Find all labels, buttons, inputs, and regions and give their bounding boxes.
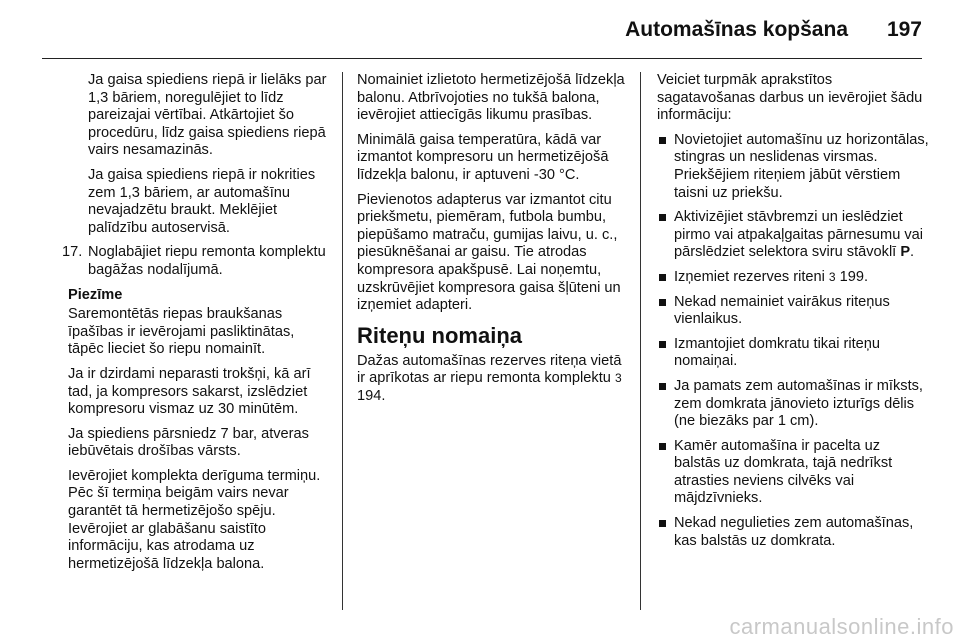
bullet-square-icon — [659, 274, 666, 281]
section-heading: Riteņu nomaiņa — [357, 322, 523, 348]
note-paragraph: Ja ir dzirdami neparasti trokšņi, kā arī tad, ja kompresors sakarst, izslēdziet kompresoru vismaz uz 30 minūtēm. — [68, 365, 311, 418]
column-right — [657, 72, 929, 557]
page-number: 197 — [886, 18, 922, 41]
note-paragraph: Saremontētās riepas braukšanas īpašības ir ievērojami pasliktinātas, tāpēc lieciet šo riepu nomainīt. — [68, 306, 295, 358]
page-header — [0, 0, 960, 60]
list-item-text: Novietojiet automašīnu uz horizontālas, stingras un neslidenas virsmas. Priekšējiem riteņiem jābūt vērstiem taisni uz priekšu. — [674, 131, 929, 201]
list-item-text: Izņemiet rezerves riteni — [674, 268, 825, 285]
paragraph — [357, 353, 625, 406]
paragraph: Ja gaisa spiediens riepā ir nokrities zem 1,3 bāriem, ar automašīnu nevajadzētu braukt. Meklējiet palīdzību autoservisā. — [88, 166, 316, 236]
paragraph-text: Dažas automašīnas rezerves riteņa vietā ir aprīkotas ar riepu remonta komplektu — [357, 352, 622, 387]
gear-position-label: P — [900, 244, 911, 261]
step-text: Noglabājiet riepu remonta komplektu bagāžas nodalījumā. — [88, 244, 326, 278]
page-ref-link[interactable]: 199. — [839, 268, 869, 285]
paragraph: Veiciet turpmāk aprakstītos sagatavošanas darbus un ievērojiet šādu informāciju: — [657, 72, 923, 124]
list-item-text: Izmantojiet domkratu tikai riteņu nomaiņai. — [674, 335, 881, 370]
list-item — [657, 132, 929, 202]
column-middle — [357, 72, 625, 413]
bullet-square-icon — [659, 214, 666, 221]
note-paragraph: Ja spiediens pārsniedz 7 bar, atveras iebūvētais drošības vārsts. — [68, 425, 309, 460]
note-title: Piezīme — [68, 286, 123, 303]
column-divider — [342, 72, 343, 610]
list-item — [657, 438, 929, 508]
bullet-square-icon — [659, 443, 666, 450]
list-item — [657, 336, 929, 371]
bullet-list — [657, 132, 929, 550]
paragraph: Nomainiet izlietoto hermetizējošā līdzekļa balonu. Atbrīvojoties no tukšā balona, ievērojiet attiecīgās likumu prasības. — [357, 72, 625, 124]
bullet-square-icon — [659, 137, 666, 144]
step-17 — [62, 244, 330, 279]
list-item-text-end: . — [910, 244, 915, 261]
page-ref-link[interactable]: 194. — [357, 387, 386, 404]
header-rule — [42, 58, 922, 59]
bullet-square-icon — [659, 299, 666, 306]
list-item — [657, 378, 929, 431]
list-item — [657, 294, 929, 329]
page-title: Automašīnas kopšana — [625, 18, 848, 41]
note-paragraph: Ievērojiet komplekta derīguma termiņu. Pēc šī termiņa beigām vairs nevar garantēt tā hermetizējošo spēju. Ievērojiet ar glabāšanu saistīto informāciju, kas atrodama uz hermetizējošā līdzekļa balona. — [68, 467, 321, 572]
column-left — [62, 72, 330, 580]
paragraph: Pievienotos adapterus var izmantot citu priekšmetu, piemēram, futbola bumbu, piepūšamo matraču, gumijas laivu, u. c., piesūknēšanai ar gaisu. Tie atrodas kompresora apakšpusē. Lai noņemtu, uzskrūvējiet kompresora gaisa šļūteni un izņemiet adapteri. — [357, 191, 621, 314]
bullet-square-icon — [659, 383, 666, 390]
column-divider — [640, 72, 641, 610]
paragraph: Minimālā gaisa temperatūra, kādā var izmantot kompresoru un hermetizējošā līdzekļa balonu, ir aptuveni -30 °C. — [357, 131, 609, 183]
watermark: carmanualsonline.info — [729, 614, 954, 639]
list-item-text: Kamēr automašīna ir pacelta uz balstās uz domkrata, tajā nedrīkst atrasties neviens cilvēks vai mājdzīvnieks. — [674, 437, 893, 507]
list-item-text: Nekad negulieties zem automašīnas, kas balstās uz domkrata. — [674, 515, 914, 549]
step-number: 17. — [62, 244, 83, 261]
list-item — [657, 209, 929, 262]
page-ref-arrow-icon: 3 — [614, 371, 622, 386]
list-item-text: Aktivizējiet stāvbremzi un ieslēdziet pirmo vai atpakaļgaitas pārnesumu vai pārslēdziet selektora sviru stāvoklī — [674, 209, 924, 261]
list-item — [657, 269, 929, 287]
list-item-text: Ja pamats zem automašīnas ir mīksts, zem domkrata jānovieto izturīgs dēlis (ne biezāks par 1 cm). — [674, 377, 923, 430]
list-item-text: Nekad nemainiet vairākus riteņus vienlaikus. — [674, 293, 890, 328]
paragraph: Ja gaisa spiediens riepā ir lielāks par 1,3 bāriem, noregulējiet to līdz pareizajai vērtībai. Atkārtojiet šo procedūru, līdz gaisa spiediens riepā vairs nesamazinās. — [88, 72, 327, 159]
bullet-square-icon — [659, 341, 666, 348]
list-item — [657, 515, 929, 550]
page-ref-arrow-icon: 3 — [828, 269, 836, 284]
bullet-square-icon — [659, 520, 666, 527]
